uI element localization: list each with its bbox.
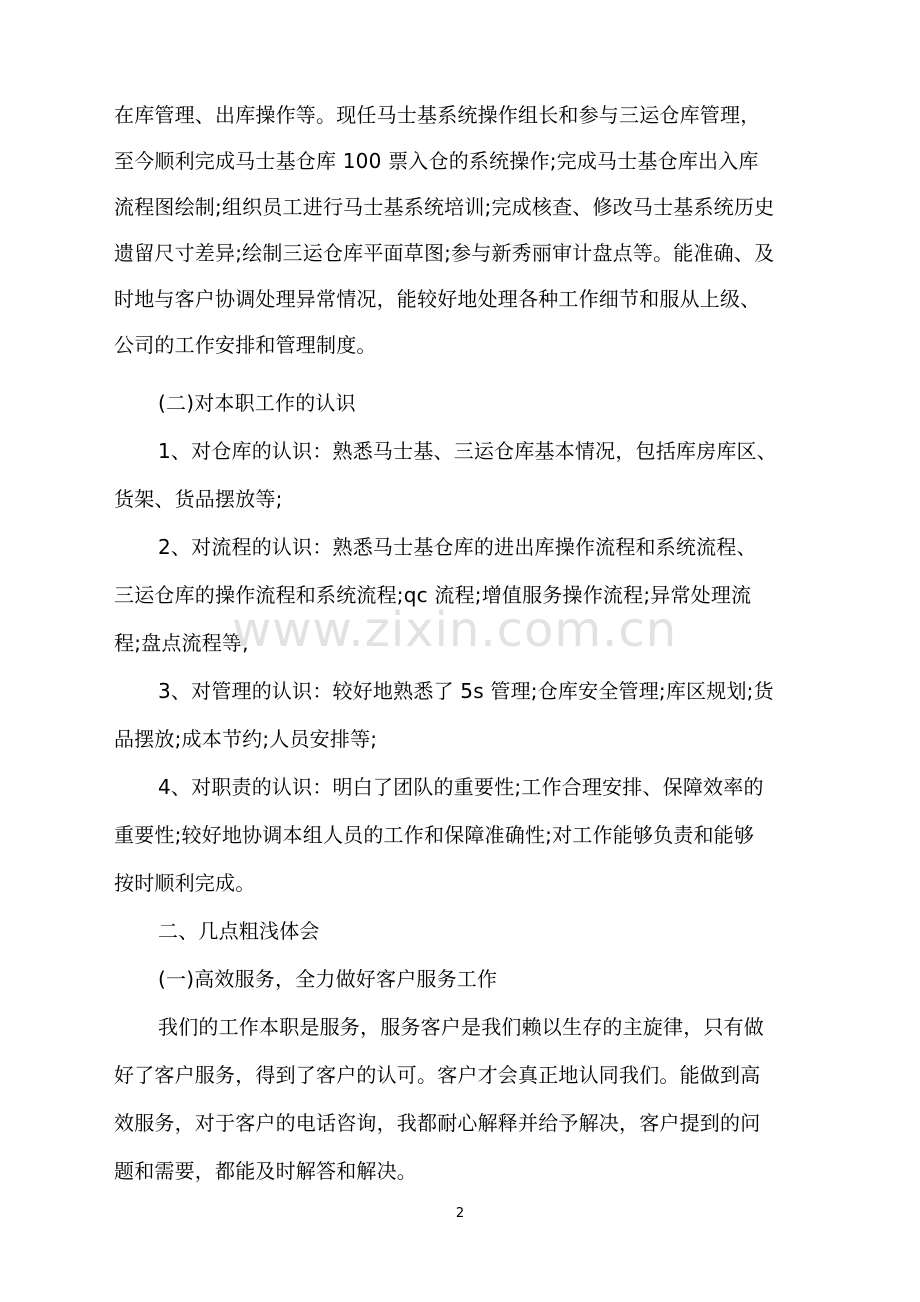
body-line: 按时顺利完成。 [114,871,256,895]
body-line: 效服务，对于客户的电话咨询，我都耐心解释并给予解决，客户提到的问 [114,1111,761,1135]
body-line: 流程图绘制;组织员工进行马士基系统培训;完成核查、修改马士基系统历史 [114,195,775,219]
body-line: 三运仓库的操作流程和系统流程;qc 流程;增值服务操作流程;异常处理流 [114,583,752,607]
body-line: 在库管理、出库操作等。现任马士基系统操作组长和参与三运仓库管理， [114,103,761,127]
body-line: 1、对仓库的认识：熟悉马士基、三运仓库基本情况，包括库房库区、 [158,439,777,463]
body-line: 品摆放;成本节约;人员安排等; [114,727,378,751]
section-heading: 二、几点粗浅体会 [158,919,320,943]
body-line: 好了客户服务，得到了客户的认可。客户才会真正地认同我们。能做到高 [114,1063,761,1087]
subsection-heading: (一)高效服务，全力做好客户服务工作 [158,967,498,991]
body-line: 重要性;较好地协调本组人员的工作和保障准确性;对工作能够负责和能够 [114,823,755,847]
body-line: 货架、货品摆放等; [114,487,283,511]
body-line: 题和需要，都能及时解答和解决。 [114,1159,417,1183]
body-line: 4、对职责的认识：明白了团队的重要性;工作合理安排、保障效率的 [158,775,764,799]
body-line: 公司的工作安排和管理制度。 [114,333,377,357]
body-line: 我们的工作本职是服务，服务客户是我们赖以生存的主旋律，只有做 [158,1015,764,1039]
body-line: 遗留尺寸差异;绘制三运仓库平面草图;参与新秀丽审计盘点等。能准确、及 [114,241,775,265]
body-line: 3、对管理的认识：较好地熟悉了 5s 管理;仓库安全管理;库区规划;货 [158,679,774,703]
section-heading: (二)对本职工作的认识 [158,391,356,415]
body-line: 程;盘点流程等; [114,631,250,655]
page-number: 2 [455,1206,465,1221]
body-line: 时地与客户协调处理异常情况，能较好地处理各种工作细节和服从上级、 [114,287,761,311]
watermark: www.zixin.com.cn [232,602,678,658]
body-line: 至今顺利完成马士基仓库 100 票入仓的系统操作;完成马士基仓库出入库 [114,149,759,173]
body-line: 2、对流程的认识：熟悉马士基仓库的进出库操作流程和系统流程、 [158,535,757,559]
